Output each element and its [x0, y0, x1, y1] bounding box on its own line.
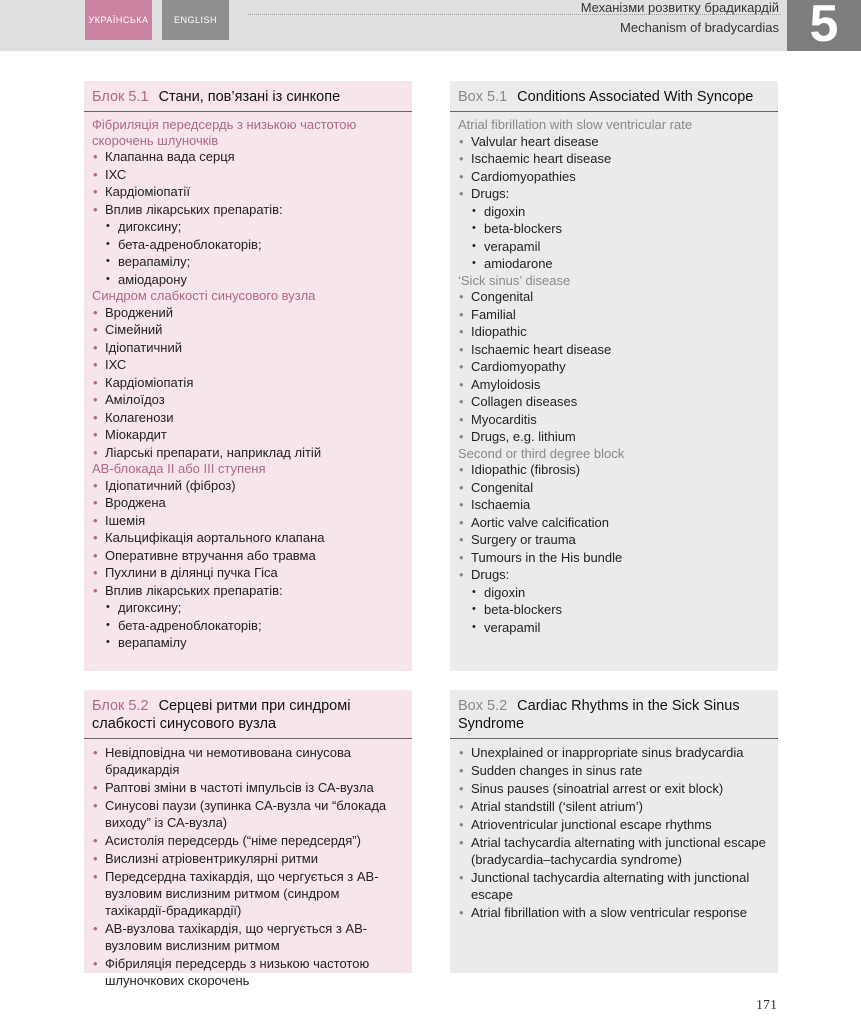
list-item: • beta-blockers	[458, 220, 770, 238]
section-heading: АВ-блокада ІІ або ІІІ ступеня	[92, 461, 266, 476]
box-number: Блок 5.2	[92, 698, 149, 714]
list-item: • Cardiomyopathies	[458, 168, 770, 186]
list-item: • Myocarditis	[458, 411, 770, 429]
list-item: • Sudden changes in sinus rate	[458, 762, 770, 779]
list-item: • Ішемія	[92, 512, 404, 530]
list-item: • Drugs, e.g. lithium	[458, 428, 770, 446]
running-title-english: Mechanism of bradycardias	[620, 20, 779, 35]
list-item: • Ischaemic heart disease	[458, 341, 770, 359]
bullet-list	[458, 461, 770, 584]
language-tab-english: ENGLISH	[162, 0, 229, 40]
list-item: • Амілоїдоз	[92, 391, 404, 409]
list-item: • Кальцифікація аортального клапана	[92, 529, 404, 547]
list-item: • Пухлини в ділянці пучка Гіса	[92, 564, 404, 582]
list-item: • Valvular heart disease	[458, 133, 770, 151]
box-heading: Серцеві ритми при синдромі слабкості синусового вузла	[92, 698, 351, 732]
section-heading: ‘Sick sinus’ disease	[458, 272, 571, 288]
section-heading: Atrial fibrillation with slow ventricular rate	[458, 117, 693, 132]
box-heading: Стани, пов’язані із синкопе	[158, 89, 341, 105]
list-item: • Junctional tachycardia alternating with junctional escape	[458, 869, 770, 903]
bullet-list	[458, 133, 770, 203]
list-item: • Atrial tachycardia alternating with junctional escape (bradycardia–tachycardia syndrome)	[458, 834, 770, 868]
bullet-list	[458, 288, 770, 446]
list-item: • verapamil	[458, 619, 770, 637]
list-item: • Синусові паузи (зупинка СА-вузла чи “блокада виходу” із СА-вузла)	[92, 797, 404, 831]
list-item: • дигоксину;	[92, 218, 404, 236]
list-item: • верапамілу	[92, 634, 404, 652]
bullet-list	[92, 148, 404, 218]
list-item: • Atrial fibrillation with a slow ventricular response	[458, 904, 770, 921]
list-item: • Atrioventricular junctional escape rhythms	[458, 816, 770, 833]
list-item: • Ліарські препарати, наприклад літій	[92, 444, 404, 462]
sub-bullet-list	[92, 218, 404, 288]
list-item: • Ідіопатичний (фіброз)	[92, 477, 404, 495]
list-item: • Кардіоміопатії	[92, 183, 404, 201]
list-item: • Оперативне втручання або травма	[92, 547, 404, 565]
section-heading: Second or third degree block	[458, 445, 625, 461]
list-item: • Раптові зміни в частоті імпульсів із СА-вузла	[92, 779, 404, 796]
chapter-number: 5	[787, 0, 861, 51]
list-item: • бета-адреноблокаторів;	[92, 617, 404, 635]
sub-bullet-list	[92, 599, 404, 652]
list-item: • Aortic valve calcification	[458, 514, 770, 532]
box-number: Box 5.2	[458, 698, 508, 714]
list-item: • Ischaemic heart disease	[458, 150, 770, 168]
list-item: • Ідіопатичний	[92, 339, 404, 357]
list-item: • бета-адреноблокаторів;	[92, 236, 404, 254]
list-item: • Sinus pauses (sinoatrial arrest or exit block)	[458, 780, 770, 797]
box-title	[450, 81, 778, 112]
bullet-list	[458, 744, 770, 921]
section-heading: Синдром слабкості синусового вузла	[92, 288, 316, 303]
list-item: • digoxin	[458, 584, 770, 602]
box-title	[450, 690, 778, 739]
list-item: • Міокардит	[92, 426, 404, 444]
list-item: • дигоксину;	[92, 599, 404, 617]
list-item: • Фібриляція передсердь з низькою частотою шлуночкових скорочень	[92, 955, 404, 989]
list-item: • аміодарону	[92, 271, 404, 289]
box-5-1-english	[450, 81, 778, 671]
bullet-list	[92, 744, 404, 989]
list-item: • Familial	[458, 306, 770, 324]
list-item: • Вплив лікарських препаратів:	[92, 582, 404, 600]
list-item: • beta-blockers	[458, 601, 770, 619]
list-item: • Congenital	[458, 288, 770, 306]
list-item: • Асистолія передсердь (“німе передсердя”)	[92, 832, 404, 849]
list-item: • Atrial standstill (‘silent atrium’)	[458, 798, 770, 815]
list-item: • Amyloidosis	[458, 376, 770, 394]
list-item: • Tumours in the His bundle	[458, 549, 770, 567]
bullet-list	[92, 304, 404, 462]
list-item: • Вплив лікарських препаратів:	[92, 201, 404, 219]
page-number: 171	[756, 998, 777, 1013]
box-5-1-ukrainian	[84, 81, 412, 671]
box-number: Блок 5.1	[92, 89, 149, 105]
list-item: • Collagen diseases	[458, 393, 770, 411]
list-item: • ІХС	[92, 356, 404, 374]
section-heading: Фібриляція передсердь з низькою частотою скорочень шлуночків	[92, 117, 357, 148]
bullet-list	[92, 477, 404, 600]
list-item: • Вроджена	[92, 494, 404, 512]
box-5-2-english	[450, 690, 778, 973]
sub-bullet-list	[458, 584, 770, 637]
list-item: • digoxin	[458, 203, 770, 221]
box-title	[84, 81, 412, 112]
list-item: • Невідповідна чи немотивована синусова брадикардія	[92, 744, 404, 778]
list-item: • Передсердна тахікардія, що чергується з АВ-вузловим вислизним ритмом (синдром тахікардії-брадикардії)	[92, 868, 404, 919]
language-tab-ukrainian: УКРАЇНСЬКА	[85, 0, 152, 40]
box-heading: Conditions Associated With Syncope	[517, 89, 754, 105]
list-item: • ІХС	[92, 166, 404, 184]
list-item: • Surgery or trauma	[458, 531, 770, 549]
list-item: • verapamil	[458, 238, 770, 256]
list-item: • Cardiomyopathy	[458, 358, 770, 376]
list-item: • верапамілу;	[92, 253, 404, 271]
sub-bullet-list	[458, 203, 770, 273]
box-number: Box 5.1	[458, 89, 508, 105]
list-item: • Кардіоміопатія	[92, 374, 404, 392]
list-item: • Колагенози	[92, 409, 404, 427]
list-item: • Idiopathic	[458, 323, 770, 341]
box-heading: Cardiac Rhythms in the Sick Sinus Syndrome	[458, 698, 740, 732]
list-item: • Вислизні атріовентрикулярні ритми	[92, 850, 404, 867]
list-item: • Drugs:	[458, 185, 770, 203]
list-item: • Idiopathic (fibrosis)	[458, 461, 770, 479]
list-item: • Unexplained or inappropriate sinus bradycardia	[458, 744, 770, 761]
box-title	[84, 690, 412, 739]
list-item: • Ischaemia	[458, 496, 770, 514]
list-item: • Вроджений	[92, 304, 404, 322]
running-title-ukrainian: Механізми розвитку брадикардій	[580, 0, 779, 15]
list-item: • Congenital	[458, 479, 770, 497]
list-item: • Клапанна вада серця	[92, 148, 404, 166]
list-item: • Сімейний	[92, 321, 404, 339]
list-item: • АВ-вузлова тахікардія, що чергується з АВ-вузловим вислизним ритмом	[92, 920, 404, 954]
list-item: • Drugs:	[458, 566, 770, 584]
box-5-2-ukrainian	[84, 690, 412, 988]
list-item: • amiodarone	[458, 255, 770, 273]
